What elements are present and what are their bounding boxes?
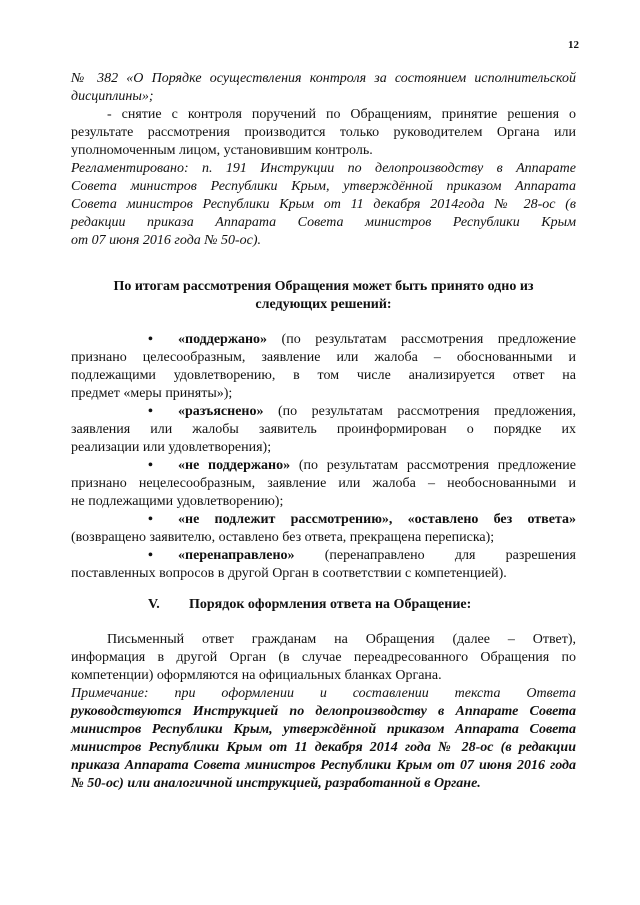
text-line: результате рассмотрения производится только руководителем Органа или — [71, 125, 576, 140]
decision-term: «не подлежит рассмотрению», «оставлено без ответа» — [178, 512, 576, 527]
text-line: реализации или удовлетворения); — [71, 440, 272, 455]
text-line: Совета министров Республики Крым, утверждённой приказом Аппарата — [71, 179, 576, 194]
section-number: V. — [148, 597, 160, 612]
text-line: поставленных вопросов в другой Орган в соответствии с компетенцией). — [71, 566, 507, 581]
text-line: признано целесообразным, заявление или жалоба – обоснованными и — [71, 350, 576, 365]
text-line: редакции приказа Аппарата Совета министров Республики Крым — [71, 215, 576, 230]
text-line: руководствуются Инструкцией по делопроизводству в Аппарате Совета — [71, 704, 576, 719]
text-line: № 382 «О Порядке осуществления контроля за состоянием исполнительской — [71, 71, 576, 86]
text-line: признано нецелесообразным, заявление или жалоба – необоснованными и — [71, 476, 576, 491]
text-line: не подлежащими удовлетворению); — [71, 494, 284, 509]
text-line: приказа Аппарата Совета министров Республики Крым от 07 июня 2016 года — [71, 758, 576, 773]
text-line: компетенции) оформляются на официальных бланках Органа. — [71, 668, 442, 683]
page-number: 12 — [568, 39, 579, 51]
text-line: № 50-ос) или аналогичной инструкцией, разработанной в Органе. — [71, 776, 481, 791]
text-line: дисциплины»; — [71, 89, 154, 104]
text-line: предмет «меры приняты»); — [71, 386, 233, 401]
text-line: информация в другой Орган (в случае переадресованного Обращения по — [71, 650, 576, 665]
text-line: от 07 июня 2016 года № 50-ос). — [71, 233, 262, 248]
text-line: Совета министров Республики Крым от 11 декабря 2014года № 28-ос (в — [71, 197, 576, 212]
text-line: уполномоченным лицом, установившим контроль. — [71, 143, 373, 158]
bullet-icon: • — [148, 404, 153, 419]
list-item: • «не поддержано» (по результатам рассмотрения предложение — [148, 458, 576, 473]
text-line: (возвращено заявителю, оставлено без ответа, прекращена переписка); — [71, 530, 495, 545]
bullet-icon: • — [148, 458, 153, 473]
bullet-icon: • — [148, 332, 153, 347]
section-heading: По итогам рассмотрения Обращения может быть принято одно из — [113, 279, 534, 294]
text-line: подлежащими удовлетворению, в том числе анализируется ответ на — [71, 368, 576, 383]
list-item: • «поддержано» (по результатам рассмотрения предложение — [148, 332, 576, 347]
section-heading: Порядок оформления ответа на Обращение: — [189, 597, 472, 612]
section-heading: следующих решений: — [255, 297, 392, 312]
text-line: Примечание: при оформлении и составлении текста Ответа — [71, 686, 576, 701]
decision-term: «не поддержано» — [178, 458, 291, 473]
list-item: • «разъяснено» (по результатам рассмотрения предложения, — [148, 404, 576, 419]
list-item — [148, 511, 576, 529]
list-item: • «перенаправлено» (перенаправлено для разрешения — [148, 548, 576, 563]
text-line: Письменный ответ гражданам на Обращения (далее – Ответ), — [107, 632, 576, 647]
decision-term: «перенаправлено» — [178, 548, 295, 563]
text-line: министров Республики Крым, утверждённой приказом Аппарата Совета — [71, 722, 576, 737]
decision-term: «разъяснено» — [178, 404, 264, 419]
text-line: заявления или жалобы заявитель проинформирован о порядке их — [71, 422, 576, 437]
text-line: Регламентировано: п. 191 Инструкции по делопроизводству в Аппарате — [71, 161, 576, 176]
decision-term: «поддержано» — [178, 332, 268, 347]
text-line: - снятие с контроля поручений по Обращениям, принятие решения о — [107, 107, 576, 122]
bullet-icon: • — [148, 548, 153, 563]
text-line: министров Республики Крым от 11 декабря 2014 года № 28-ос (в редакции — [71, 740, 576, 755]
bullet-icon: • — [148, 512, 153, 527]
